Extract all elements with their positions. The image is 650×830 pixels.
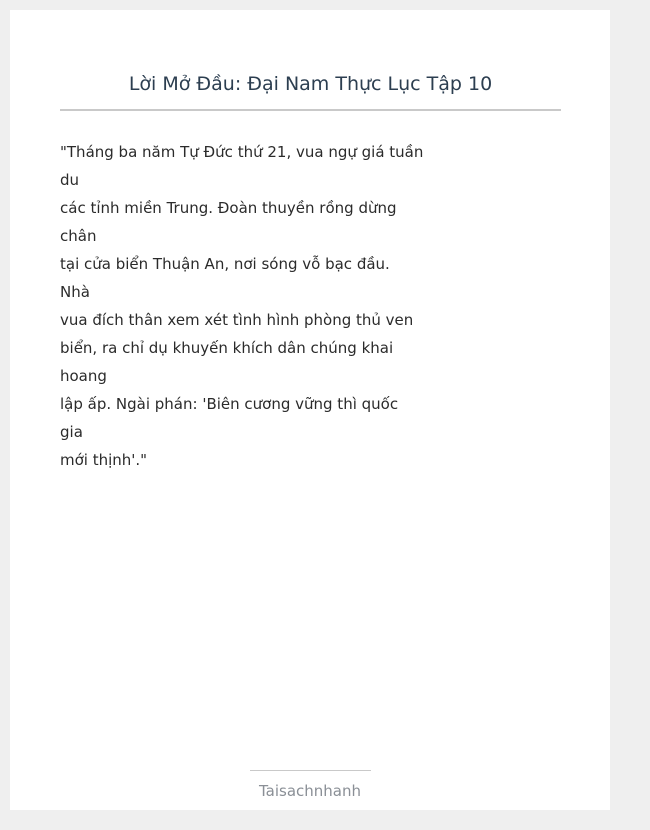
body-text: [60, 138, 440, 474]
text-line: hoang: [60, 367, 107, 385]
text-line: du: [60, 171, 80, 189]
page-title: Lời Mở Đầu: Đại Nam Thực Lục Tập 10: [128, 73, 493, 95]
text-line: biển, ra chỉ dụ khuyến khích dân chúng khai: [60, 339, 394, 357]
text-line: các tỉnh miền Trung. Đoàn thuyền rồng dừng: [60, 199, 397, 217]
document-page: [10, 10, 610, 810]
text-line: "Tháng ba năm Tự Đức thứ 21, vua ngự giá tuần: [60, 143, 424, 161]
text-line: vua đích thân xem xét tình hình phòng thủ ven: [60, 311, 414, 329]
title-divider: [60, 109, 561, 111]
text-line: mới thịnh'.": [60, 451, 148, 469]
footer-divider: [250, 770, 371, 771]
text-line: chân: [60, 227, 97, 245]
text-line: gia: [60, 423, 83, 441]
text-line: tại cửa biển Thuận An, nơi sóng vỗ bạc đầu.: [60, 255, 390, 273]
text-line: lập ấp. Ngài phán: 'Biên cương vững thì quốc: [60, 395, 399, 413]
footer-text: Taisachnhanh: [258, 782, 362, 800]
text-line: Nhà: [60, 283, 90, 301]
